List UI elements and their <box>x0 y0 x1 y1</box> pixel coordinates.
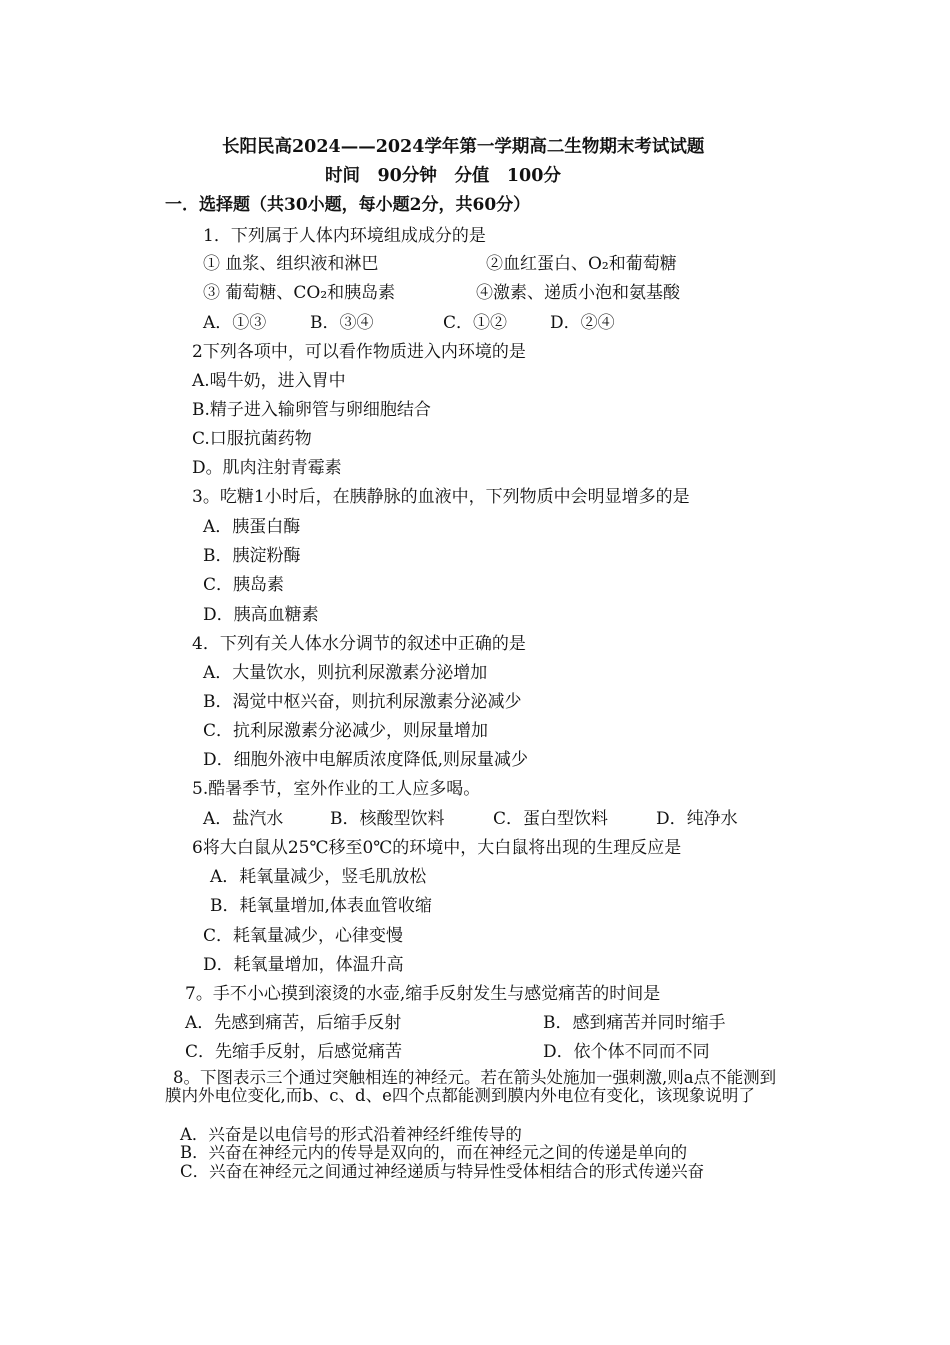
q3-option-c: C．胰岛素 <box>203 575 285 595</box>
q2-option-c: C.口服抗菌药物 <box>192 429 312 449</box>
q6-option-d: D．耗氧量增加，体温升高 <box>203 955 404 975</box>
q4-option-b: B．渴觉中枢兴奋，则抗利尿激素分泌减少 <box>203 692 522 712</box>
q5-option-d: D．纯净水 <box>656 809 738 829</box>
q7-option-a: A．先感到痛苦，后缩手反射 <box>185 1013 402 1033</box>
question-2-stem: 2下列各项中，可以看作物质进入内环境的是 <box>192 342 526 362</box>
q4-option-d: D．细胞外液中电解质浓度降低,则尿量减少 <box>203 750 529 770</box>
question-1-stem: 1．下列属于人体内环境组成成分的是 <box>203 226 486 246</box>
q1-item-1: ① 血浆、组织液和淋巴 <box>203 254 379 274</box>
q8-option-c: C．兴奋在神经元之间通过神经递质与特异性受体相结合的形式传递兴奋 <box>180 1162 705 1181</box>
q7-option-b: B．感到痛苦并同时缩手 <box>543 1013 726 1033</box>
q8-option-b: B．兴奋在神经元内的传导是双向的，而在神经元之间的传递是单向的 <box>180 1143 688 1162</box>
question-3-stem: 3。吃糖1小时后，在胰静脉的血液中，下列物质中会明显增多的是 <box>192 487 690 507</box>
page-subtitle: 时间 90分钟 分值 100分 <box>325 166 561 186</box>
page-title: 长阳民高2024——2024学年第一学期高二生物期末考试试题 <box>222 137 705 157</box>
question-4-stem: 4．下列有关人体水分调节的叙述中正确的是 <box>192 634 526 654</box>
q1-item-3: ③ 葡萄糖、CO₂和胰岛素 <box>203 283 396 303</box>
q2-option-a: A.喝牛奶，进入胃中 <box>192 371 346 391</box>
q4-option-a: A．大量饮水，则抗利尿激素分泌增加 <box>203 663 488 683</box>
q8-option-a: A．兴奋是以电信号的形式沿着神经纤维传导的 <box>180 1125 522 1144</box>
question-8-stem: 8。下图表示三个通过突触相连的神经元。若在箭头处施加一强刺激,则a点不能测到膜内外电位变化,而b、c、d、e四个点都能测到膜内外电位有变化，该现象说明了 <box>165 1068 777 1105</box>
q7-option-c: C．先缩手反射，后感觉痛苦 <box>185 1042 403 1062</box>
q6-option-a: A．耗氧量减少，竖毛肌放松 <box>210 867 427 887</box>
question-5-stem: 5.酷暑季节，室外作业的工人应多喝。 <box>192 779 481 799</box>
q6-option-b: B．耗氧量增加,体表血管收缩 <box>210 896 432 916</box>
section-heading: 一．选择题（共30小题，每小题2分，共60分） <box>165 195 531 215</box>
q3-option-b: B．胰淀粉酶 <box>203 546 301 566</box>
q5-option-c: C．蛋白型饮料 <box>493 809 609 829</box>
q1-option-c: C．①② <box>443 313 508 333</box>
q5-option-a: A．盐汽水 <box>203 809 284 829</box>
q3-option-a: A．胰蛋白酶 <box>203 517 301 537</box>
q1-option-a: A．①③ <box>203 313 267 333</box>
q4-option-c: C．抗利尿激素分泌减少，则尿量增加 <box>203 721 489 741</box>
q1-option-d: D．②④ <box>550 313 615 333</box>
question-7-stem: 7。手不小心摸到滚烫的水壶,缩手反射发生与感觉痛苦的时间是 <box>185 984 661 1004</box>
q1-item-4: ④激素、递质小泡和氨基酸 <box>476 283 680 303</box>
q2-option-b: B.精子进入输卵管与卵细胞结合 <box>192 400 431 420</box>
question-6-stem: 6将大白鼠从25℃移至0℃的环境中，大白鼠将出现的生理反应是 <box>192 838 682 858</box>
q3-option-d: D．胰高血糖素 <box>203 605 319 625</box>
q1-option-b: B．③④ <box>310 313 374 333</box>
q2-option-d: D。肌肉注射青霉素 <box>192 458 342 478</box>
q7-option-d: D．依个体不同而不同 <box>543 1042 710 1062</box>
q1-item-2: ②血红蛋白、O₂和葡萄糖 <box>486 254 677 274</box>
q5-option-b: B．核酸型饮料 <box>330 809 445 829</box>
q6-option-c: C．耗氧量减少，心律变慢 <box>203 926 404 946</box>
